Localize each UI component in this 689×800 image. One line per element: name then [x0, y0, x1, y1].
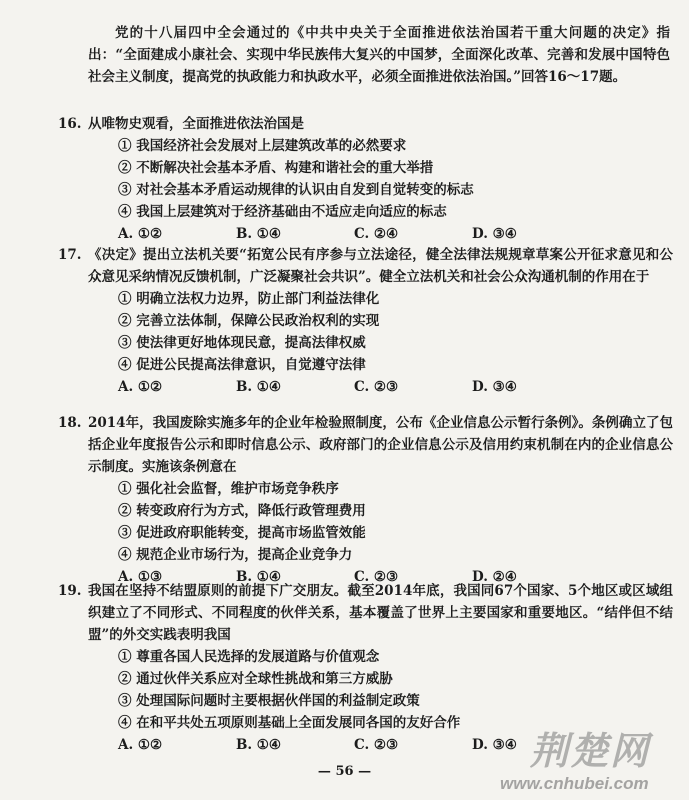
option-3: ③ 使法律更好地体现民意，提高法律权威 [118, 335, 366, 351]
question-text: 《决定》提出立法机关要“拓宽公民有序参与立法途径，健全法律法规规章草案公开征求意见和公众意见采纳情况反馈机制，广泛凝聚社会共识”。健全立法机关和社会公众沟通机制的作用在于 [88, 247, 673, 285]
option-1: ① 尊重各国人民选择的发展道路与价值观念 [118, 649, 380, 665]
option-3: ③ 促进政府职能转变，提高市场监管效能 [118, 525, 366, 541]
option-4: ④ 在和平共处五项原则基础上全面发展同各国的友好合作 [118, 715, 461, 731]
question-18 [58, 412, 673, 588]
option-1: ① 强化社会监督，维护市场竞争秩序 [118, 481, 339, 497]
choice-a: A. ①③ [118, 569, 163, 585]
question-number: 19. [58, 583, 82, 599]
option-4: ④ 规范企业市场行为，提高企业竞争力 [118, 547, 353, 563]
option-1: ① 我国经济社会发展对上层建筑改革的必然要求 [118, 138, 407, 154]
answer-choices [88, 223, 673, 245]
option-4: ④ 我国上层建筑对于经济基础由不适应走向适应的标志 [118, 204, 447, 220]
choice-a: A. ①② [118, 226, 163, 242]
option-1: ① 明确立法权力边界，防止部门利益法律化 [118, 291, 380, 307]
option-2: ② 转变政府行为方式，降低行政管理费用 [118, 503, 366, 519]
watermark-url: www.cnhubei.com [500, 774, 649, 793]
question-stem [58, 113, 673, 135]
choice-a: A. ①② [118, 379, 163, 395]
choice-c: C. ②③ [354, 569, 399, 585]
option-2: ② 不断解决社会基本矛盾、构建和谐社会的重大举措 [118, 160, 434, 176]
option-2: ② 完善立法体制，保障公民政治权利的实现 [118, 313, 380, 329]
choice-b: B. ①④ [236, 379, 282, 395]
option-3: ③ 对社会基本矛盾运动规律的认识由自发到自觉转变的标志 [118, 182, 474, 198]
question-text: 我国在坚持不结盟原则的前提下广交朋友。截至2014年底，我国同67个国家、5个地区或区域组织建立了不同形式、不同程度的伙伴关系，基本覆盖了世界上主要国家和重要地区。“结伴但不结盟”的外交实践表明我国 [88, 583, 673, 643]
option-3: ③ 处理国际问题时主要根据伙伴国的利益制定政策 [118, 693, 420, 709]
question-text: 2014年，我国废除实施多年的企业年检验照制度，公布《企业信息公示暂行条例》。条例确立了包括企业年度报告公示和即时信息公示、政府部门的企业信息公示及信用约束机制在内的企业信息公示制度。实施该条例意在 [88, 415, 673, 475]
choice-b: B. ①④ [236, 737, 282, 753]
choice-c: C. ②③ [354, 379, 399, 395]
page-number: — 56 — [317, 764, 372, 779]
answer-choices [88, 376, 673, 398]
intro-passage [88, 22, 670, 88]
choice-d: D. ②④ [472, 569, 517, 585]
question-stem [58, 244, 673, 288]
choice-d: D. ③④ [472, 379, 517, 395]
question-17 [58, 244, 673, 398]
choice-d: D. ③④ [472, 737, 517, 753]
choice-d: D. ③④ [472, 226, 517, 242]
question-number: 16. [58, 116, 82, 132]
choice-b: B. ①④ [236, 226, 282, 242]
watermark-logo: 荆楚网 [530, 729, 651, 773]
option-4: ④ 促进公民提高法律意识，自觉遵守法律 [118, 357, 366, 373]
choice-b: B. ①④ [236, 569, 282, 585]
intro-text: 党的十八届四中全会通过的《中共中央关于全面推进依法治国若干重大问题的决定》指出：“全面建成小康社会、实现中华民族伟大复兴的中国梦，全面深化改革、完善和发展中国特色社会主义制度，提高党的执政能力和执政水平，必须全面推进依法治国。”回答16～17题。 [88, 25, 670, 85]
question-text: 从唯物史观看，全面推进依法治国是 [88, 116, 304, 132]
question-16 [58, 113, 673, 245]
question-stem [58, 580, 673, 646]
option-2: ② 通过伙伴关系应对全球性挑战和第三方威胁 [118, 671, 393, 687]
choice-c: C. ②④ [354, 226, 399, 242]
question-stem [58, 412, 673, 478]
question-number: 17. [58, 247, 82, 263]
choice-c: C. ②③ [354, 737, 399, 753]
question-number: 18. [58, 415, 82, 431]
choice-a: A. ①② [118, 737, 163, 753]
